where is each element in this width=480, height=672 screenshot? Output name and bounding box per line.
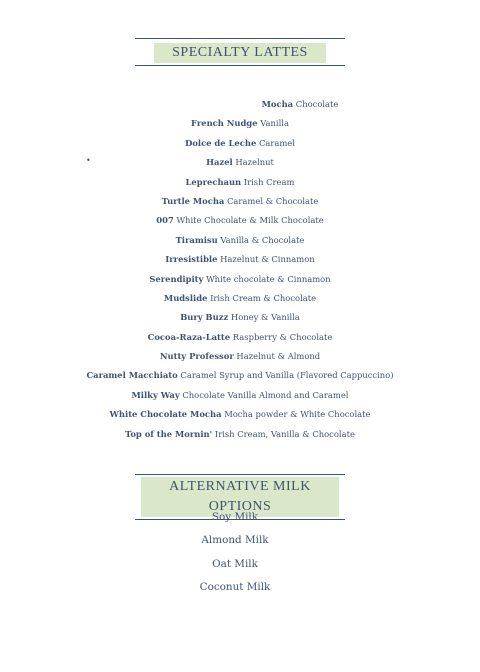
latte-item-french-nudge — [0, 114, 480, 133]
latte-desc: Irish Cream — [241, 176, 295, 187]
latte-name: Dolce de Leche — [185, 137, 257, 148]
specialty-lattes-header — [135, 38, 345, 66]
latte-name: 007 — [156, 215, 174, 226]
latte-name: Nutty Professor — [159, 351, 234, 362]
latte-item-tiramisu — [0, 231, 480, 250]
latte-desc: Hazelnut & Cinnamon — [217, 254, 315, 265]
latte-item-dolce-de-leche — [0, 134, 480, 153]
latte-desc: Irish Cream, Vanilla & Chocolate — [212, 428, 355, 439]
latte-desc: Caramel & Chocolate — [224, 195, 319, 206]
latte-name: French Nudge — [191, 118, 258, 129]
latte-desc: Irish Cream & Chocolate — [207, 292, 317, 303]
latte-name: Milky Way — [131, 389, 180, 400]
milk-item-almond: Almond Milk — [201, 534, 269, 547]
latte-item-caramel-macchiato — [0, 366, 480, 385]
latte-desc: Vanilla — [257, 118, 289, 129]
latte-item-white-chocolate-mocha — [0, 405, 480, 424]
latte-name: Mudslide — [163, 292, 208, 303]
latte-name: Caramel Macchiato — [86, 370, 178, 381]
latte-desc: Raspberry & Chocolate — [230, 331, 333, 342]
latte-item-nutty-professor — [0, 347, 480, 366]
latte-name: Irresistible — [165, 254, 218, 265]
milk-item-coconut: Coconut Milk — [199, 580, 271, 593]
latte-item-serendipity — [0, 270, 480, 289]
latte-item-turtle-mocha — [0, 192, 480, 211]
latte-item-007 — [0, 211, 480, 230]
latte-item-milky-way — [0, 386, 480, 405]
specialty-lattes-list — [0, 95, 480, 444]
alternative-milk-title: ALTERNATIVE MILK OPTIONS — [141, 477, 339, 517]
latte-name: Serendipity — [149, 273, 204, 284]
latte-name: Leprechaun — [185, 176, 242, 187]
specialty-lattes-title: SPECIALTY LATTES — [154, 43, 326, 63]
milk-options-list — [0, 506, 470, 599]
latte-item-irresistible — [0, 250, 480, 269]
latte-desc: White Chocolate & Milk Chocolate — [173, 215, 324, 226]
latte-desc: Chocolate Vanilla Almond and Caramel — [179, 389, 349, 400]
latte-item-cocoa-raza-latte — [0, 328, 480, 347]
latte-desc: Caramel — [256, 137, 295, 148]
latte-name: Turtle Mocha — [161, 195, 225, 206]
milk-item-oat: Oat Milk — [212, 557, 258, 570]
latte-desc: Honey & Vanilla — [228, 312, 300, 323]
latte-item-bury-buzz — [0, 308, 480, 327]
latte-desc: Hazelnut — [232, 157, 274, 168]
latte-desc: Caramel Syrup and Vanilla (Flavored Cappuccino) — [177, 370, 394, 381]
latte-name: Top of the Mornin' — [125, 428, 213, 439]
latte-name: Mocha — [261, 99, 294, 109]
latte-name: Tiramisu — [175, 234, 218, 245]
latte-item-mocha — [0, 95, 480, 114]
latte-item-leprechaun — [0, 173, 480, 192]
latte-name: Bury Buzz — [180, 312, 229, 323]
latte-name: White Chocolate Mocha — [109, 409, 222, 420]
list-bullet: • — [86, 156, 91, 165]
latte-item-top-of-the-mornin — [0, 425, 480, 444]
latte-desc: Mocha powder & White Chocolate — [221, 409, 371, 420]
latte-name: Cocoa-Raza-Latte — [147, 331, 231, 342]
latte-item-mudslide — [0, 289, 480, 308]
latte-desc: Hazelnut & Almond — [233, 351, 321, 362]
latte-item-hazel — [0, 153, 480, 172]
latte-desc: White chocolate & Cinnamon — [203, 273, 331, 284]
latte-desc: Chocolate — [293, 99, 339, 109]
latte-desc: Vanilla & Chocolate — [217, 234, 305, 245]
latte-name: Hazel — [206, 157, 233, 168]
milk-item-soy: Soy Milk — [211, 511, 259, 523]
